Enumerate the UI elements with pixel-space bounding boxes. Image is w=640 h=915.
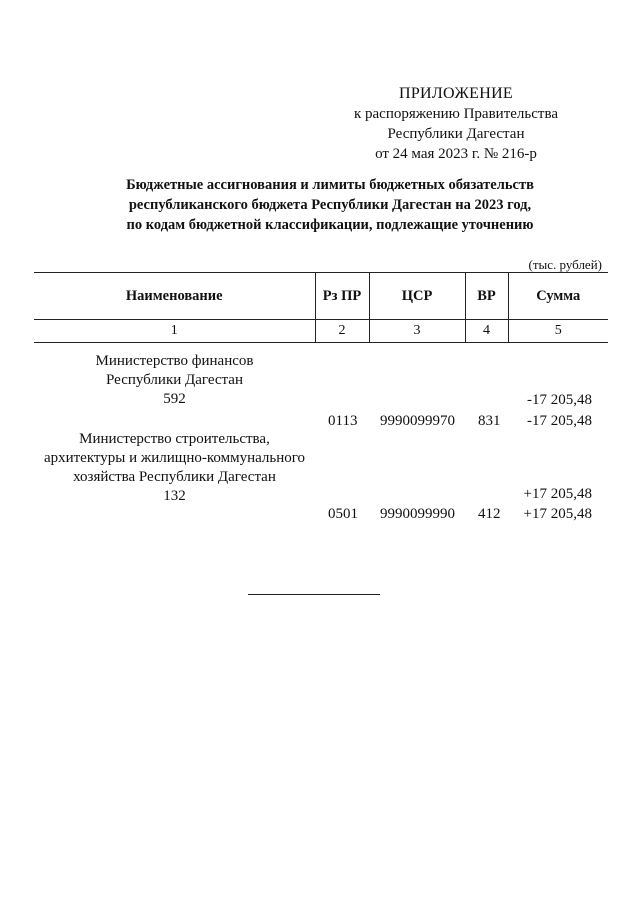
org-total-1: -17 205,48 bbox=[527, 392, 592, 408]
col-number-2: 2 bbox=[315, 320, 369, 343]
org-line: Министерство финансов bbox=[95, 353, 254, 369]
col-number-4: 4 bbox=[465, 320, 508, 343]
appendix-line-1: к распоряжению Правительства bbox=[353, 106, 558, 122]
csr-1: 9990099970 bbox=[380, 413, 455, 429]
org-line: архитектуры и жилищно-коммунального bbox=[43, 450, 306, 466]
col-number-5: 5 bbox=[508, 320, 608, 343]
detail-sum-1: -17 205,48 bbox=[527, 413, 592, 429]
appendix-line-3: от 24 мая 2023 г. № 216-р bbox=[375, 146, 537, 162]
header-csr: ЦСР bbox=[369, 273, 465, 320]
header-rzpr: Рз ПР bbox=[315, 273, 369, 320]
vr-1: 831 bbox=[478, 413, 501, 429]
closing-line bbox=[248, 594, 380, 595]
header-vr: ВР bbox=[465, 273, 508, 320]
rzpr-1: 0113 bbox=[328, 413, 358, 429]
header-sum: Сумма bbox=[508, 273, 608, 320]
title-line-2: республиканского бюджета Республики Дагестан на 2023 год, bbox=[128, 197, 532, 213]
units-label: (тыс. рублей) bbox=[528, 257, 602, 272]
detail-sum-2: +17 205,48 bbox=[523, 506, 592, 522]
document-title bbox=[60, 175, 600, 235]
appendix-header bbox=[326, 84, 586, 164]
org-code: 592 bbox=[163, 391, 186, 407]
org-code: 132 bbox=[163, 488, 186, 504]
rzpr-2: 0501 bbox=[328, 506, 358, 522]
col-number-3: 3 bbox=[369, 320, 465, 343]
appendix-line-2: Республики Дагестан bbox=[387, 126, 525, 142]
org-line: Республики Дагестан bbox=[106, 372, 243, 388]
org-name-1 bbox=[34, 352, 315, 409]
table-number-row bbox=[34, 320, 608, 343]
org-line: хозяйства Республики Дагестан bbox=[73, 469, 276, 485]
col-number-1: 1 bbox=[34, 320, 315, 343]
title-line-1: Бюджетные ассигнования и лимиты бюджетных обязательств bbox=[126, 177, 534, 193]
header-name: Наименование bbox=[34, 273, 315, 320]
title-line-3: по кодам бюджетной классификации, подлежащие уточнению bbox=[126, 217, 534, 233]
org-name-2 bbox=[26, 430, 323, 506]
csr-2: 9990099990 bbox=[380, 506, 455, 522]
budget-table bbox=[34, 272, 608, 343]
vr-2: 412 bbox=[478, 506, 501, 522]
org-total-2: +17 205,48 bbox=[523, 486, 592, 502]
org-line: Министерство строительства, bbox=[79, 431, 270, 447]
table-header-row bbox=[34, 273, 608, 320]
appendix-word: ПРИЛОЖЕНИЕ bbox=[398, 85, 513, 102]
